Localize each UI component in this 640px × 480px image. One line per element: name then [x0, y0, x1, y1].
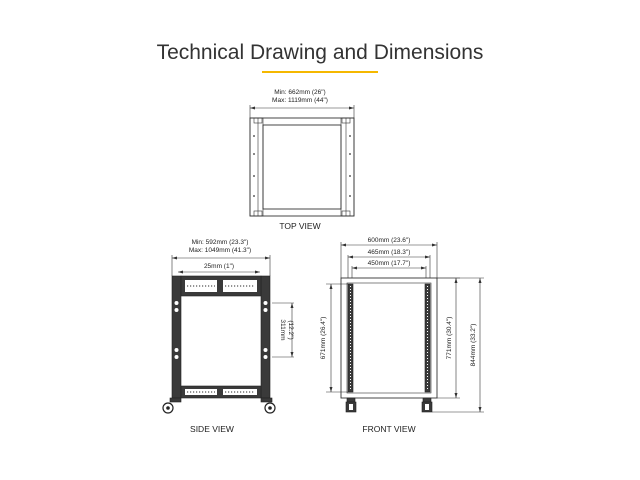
front-total-height-label: 844mm (33.2") [470, 323, 477, 367]
front-outer-width-label: 600mm (23.6") [367, 237, 411, 244]
side-caster-right [261, 398, 275, 413]
front-rail-height-label: 671mm (26.4") [320, 316, 327, 360]
front-frame-height-label: 771mm (30.4") [446, 316, 453, 360]
top-view-label: TOP VIEW [279, 221, 321, 231]
top-width-min-label: Min: 662mm (26") [274, 89, 326, 96]
front-caster-right [422, 398, 432, 412]
side-hole-spacing-mm-label: 311mm [279, 319, 286, 341]
side-hole-spacing-in-label: (12.2") [287, 320, 294, 340]
front-rail-width-label: 450mm (17.7") [367, 260, 411, 267]
front-mid-width-label: 465mm (18.3") [367, 249, 411, 256]
top-width-dimension-line [250, 105, 354, 118]
front-rail-height-dimension-line [326, 284, 348, 392]
side-view [163, 239, 294, 434]
front-view-label: FRONT VIEW [362, 424, 416, 434]
side-view-frame [172, 276, 270, 398]
top-view [250, 89, 354, 231]
side-post-width-label: 25mm (1") [203, 263, 235, 270]
front-view [320, 237, 484, 434]
top-view-frame [250, 118, 354, 216]
top-width-max-label: Max: 1119mm (44") [272, 97, 328, 104]
front-view-frame [341, 278, 437, 398]
side-depth-min-label: Min: 592mm (23.3") [191, 239, 249, 246]
side-depth-max-label: Max: 1049mm (41.3") [188, 247, 252, 254]
side-caster-left [163, 398, 181, 413]
page-title: Technical Drawing and Dimensions [156, 41, 484, 64]
side-post-width-dimension-line [178, 271, 260, 274]
front-rail-width-dimension-line [352, 266, 426, 278]
front-caster-left [346, 398, 356, 412]
side-view-label: SIDE VIEW [190, 424, 234, 434]
